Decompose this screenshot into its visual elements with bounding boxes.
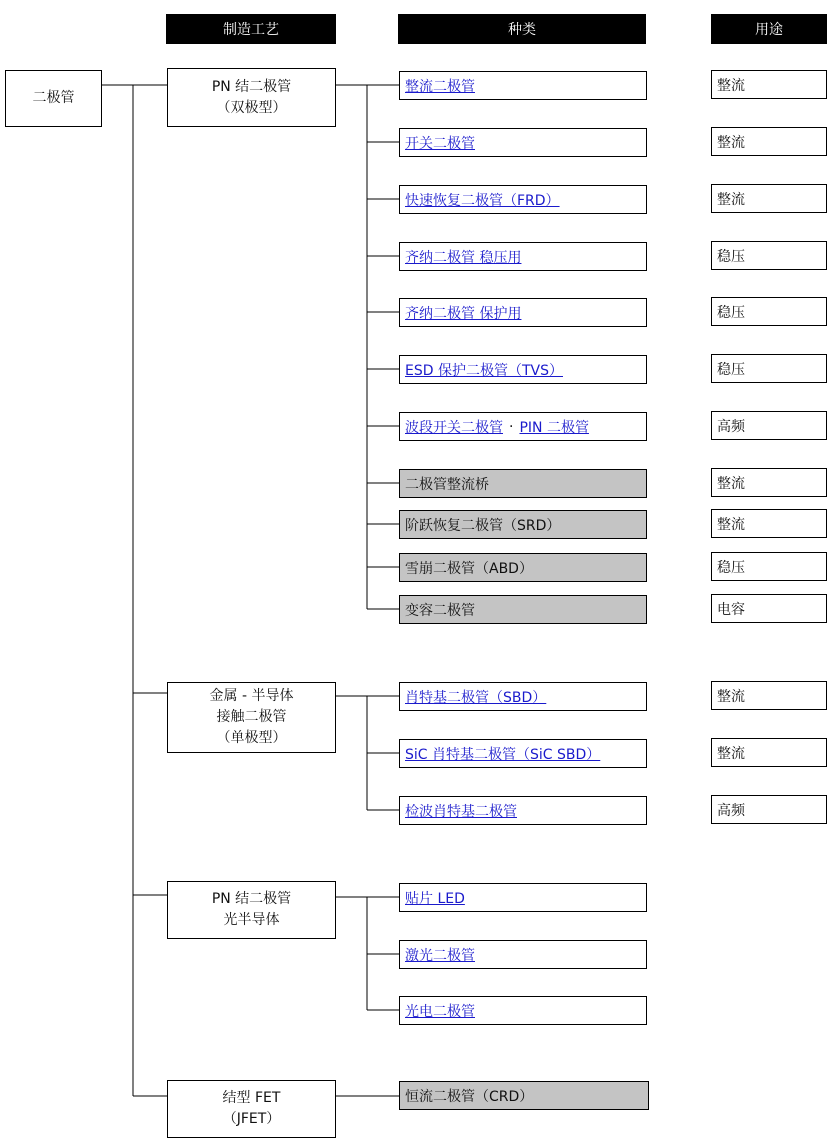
kind-node[interactable] — [399, 796, 647, 825]
kind-node[interactable] — [399, 298, 647, 327]
use-label: 稳压 — [717, 248, 745, 265]
process-node — [167, 881, 336, 939]
process-line: 金属 - 半导体 — [209, 688, 294, 704]
header-process: 制造工艺 — [166, 14, 336, 44]
use-label: 整流 — [717, 475, 745, 492]
use-label: 高频 — [717, 418, 745, 435]
use-label: 电容 — [717, 601, 745, 618]
use-label: 整流 — [717, 77, 745, 94]
kind-link[interactable]: SiC 肖特基二极管（SiC SBD） — [405, 746, 601, 763]
use-label: 高频 — [717, 802, 745, 819]
process-line: 接触二极管 — [216, 709, 287, 725]
use-node — [711, 411, 827, 440]
root-node — [5, 70, 102, 127]
kind-label: 雪崩二极管（ABD） — [405, 560, 533, 577]
use-node — [711, 509, 827, 538]
kind-label: 阶跃恢复二极管（SRD） — [405, 517, 561, 534]
kind-link[interactable]: 齐纳二极管 保护用 — [405, 305, 522, 322]
kind-node[interactable] — [399, 883, 647, 912]
use-label: 整流 — [717, 745, 745, 762]
use-label: 整流 — [717, 191, 745, 208]
kind-node[interactable] — [399, 71, 647, 100]
process-line: （单极型） — [216, 730, 287, 746]
process-line: PN 结二极管 — [211, 891, 292, 907]
use-node — [711, 738, 827, 767]
process-node — [167, 682, 336, 753]
kind-node — [399, 510, 647, 539]
kind-node — [399, 553, 647, 582]
header-kind: 种类 — [398, 14, 646, 44]
kind-node — [399, 1081, 649, 1110]
kind-link[interactable]: 波段开关二极管 — [405, 419, 503, 436]
kind-link[interactable]: 肖特基二极管（SBD） — [405, 689, 547, 706]
use-node — [711, 795, 827, 824]
kind-label: 二极管整流桥 — [405, 476, 489, 493]
use-node — [711, 681, 827, 710]
kind-node[interactable] — [399, 739, 647, 768]
header-use: 用途 — [711, 14, 827, 44]
use-label: 整流 — [717, 688, 745, 705]
process-line: 结型 FET — [222, 1090, 281, 1106]
process-node — [167, 1080, 336, 1138]
root-label: 二极管 — [32, 90, 75, 106]
kind-node[interactable] — [399, 128, 647, 157]
kind-node[interactable] — [399, 242, 647, 271]
use-node — [711, 468, 827, 497]
kind-link[interactable]: 检波肖特基二极管 — [405, 803, 517, 820]
kind-node[interactable] — [399, 996, 647, 1025]
use-node — [711, 127, 827, 156]
use-label: 整流 — [717, 134, 745, 151]
kind-link[interactable]: 贴片 LED — [405, 890, 465, 907]
kind-node[interactable] — [399, 940, 647, 969]
kind-link[interactable]: 快速恢复二极管（FRD） — [405, 192, 560, 209]
use-node — [711, 594, 827, 623]
process-line: （双极型） — [216, 99, 287, 116]
kind-node[interactable] — [399, 412, 647, 441]
process-node — [167, 68, 336, 127]
use-node — [711, 297, 827, 326]
kind-link[interactable]: ESD 保护二极管（TVS） — [405, 362, 563, 379]
kind-label: 恒流二极管（CRD） — [405, 1088, 534, 1105]
kind-link[interactable]: 整流二极管 — [405, 78, 475, 95]
use-label: 稳压 — [717, 559, 745, 576]
kind-link[interactable]: PIN 二极管 — [519, 419, 589, 436]
use-label: 稳压 — [717, 361, 745, 378]
kind-node[interactable] — [399, 682, 647, 711]
process-line: PN 结二极管 — [211, 78, 292, 95]
use-node — [711, 354, 827, 383]
use-node — [711, 70, 827, 99]
kind-node — [399, 469, 647, 498]
use-node — [711, 552, 827, 581]
kind-node — [399, 595, 647, 624]
kind-node[interactable] — [399, 355, 647, 384]
kind-node[interactable] — [399, 185, 647, 214]
kind-link[interactable]: 开关二极管 — [405, 135, 475, 152]
kind-label: 变容二极管 — [405, 602, 475, 619]
use-node — [711, 184, 827, 213]
kind-link[interactable]: 光电二极管 — [405, 1003, 475, 1020]
process-line: 光半导体 — [223, 912, 280, 928]
kind-link[interactable]: 齐纳二极管 稳压用 — [405, 249, 522, 266]
process-line: （JFET） — [222, 1111, 281, 1127]
separator-dot: · — [509, 418, 514, 435]
use-label: 整流 — [717, 516, 745, 533]
kind-link[interactable]: 激光二极管 — [405, 947, 475, 964]
use-label: 稳压 — [717, 304, 745, 321]
use-node — [711, 241, 827, 270]
